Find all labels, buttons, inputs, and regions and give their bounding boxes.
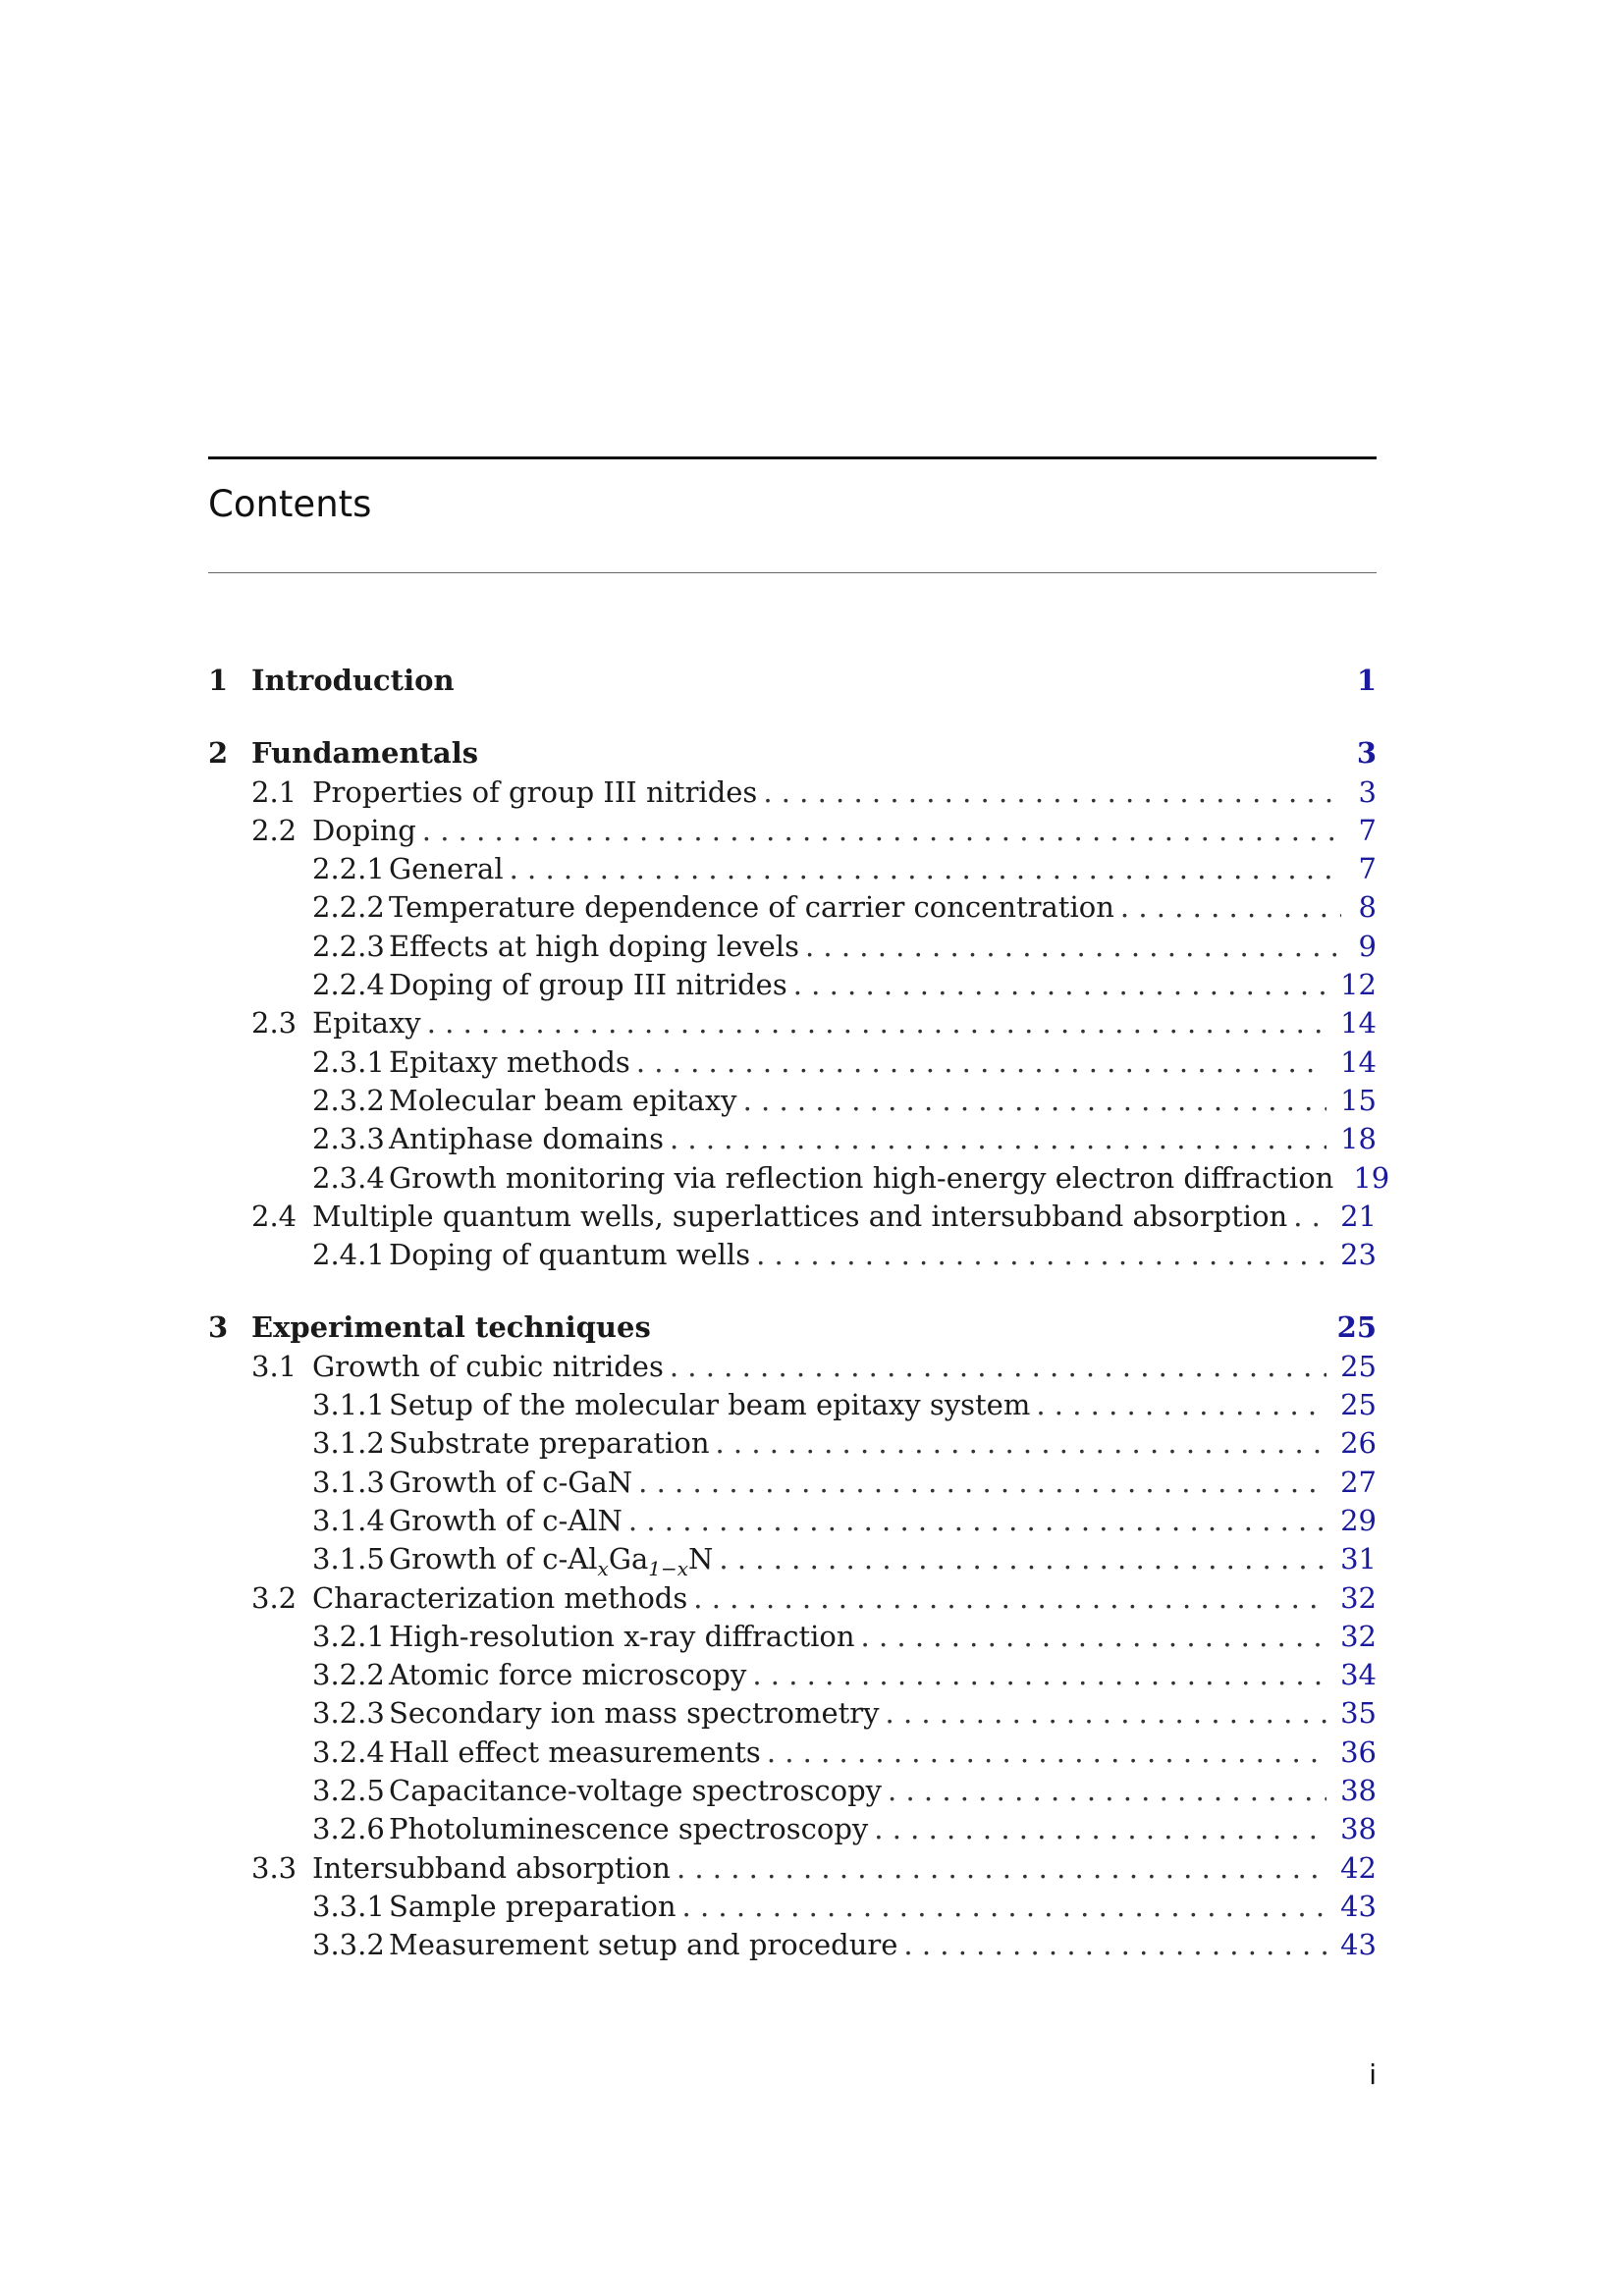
toc-page-link[interactable]: 43	[1340, 1889, 1377, 1923]
toc-title: Properties of group III nitrides	[312, 774, 758, 809]
toc-leader	[682, 1888, 1327, 1926]
toc-number: 2.2.2	[312, 890, 385, 925]
toc-page-link[interactable]: 9	[1358, 929, 1377, 963]
toc-leader	[752, 1656, 1326, 1694]
toc-section-2-3[interactable]	[208, 1004, 1377, 1042]
toc-number: 1	[208, 664, 229, 697]
toc-title: Secondary ion mass spectrometry	[389, 1696, 880, 1731]
toc-title: Growth monitoring via reflection high-energy electron diffraction	[389, 1160, 1334, 1195]
title-subscript: 1−x	[648, 1557, 689, 1581]
toc-page-link[interactable]: 31	[1340, 1542, 1377, 1576]
toc-subsection-2-3-4[interactable]	[208, 1159, 1390, 1198]
toc-subsection-3-2-2[interactable]	[208, 1656, 1377, 1694]
toc-page-link[interactable]: 21	[1340, 1199, 1377, 1233]
toc-number: 2.2.4	[312, 968, 385, 1002]
toc-leader	[805, 928, 1341, 966]
toc-title: Fundamentals	[251, 736, 479, 771]
toc-page-link[interactable]: 8	[1358, 890, 1377, 925]
toc-title: Epitaxy	[312, 1006, 421, 1041]
toc-leader	[1120, 888, 1341, 927]
toc-title: Epitaxy methods	[389, 1044, 630, 1079]
toc-subsection-2-2-4[interactable]	[208, 966, 1377, 1004]
toc-subsection-2-3-1[interactable]	[208, 1043, 1377, 1082]
toc-subsection-2-3-3[interactable]	[208, 1120, 1377, 1158]
toc-section-2-4[interactable]	[208, 1198, 1377, 1236]
toc-page-link[interactable]: 14	[1340, 1006, 1377, 1041]
toc-page-link[interactable]: 23	[1340, 1238, 1377, 1272]
toc-leader	[677, 1849, 1326, 1888]
toc-page-link[interactable]: 19	[1353, 1160, 1390, 1195]
toc-page-link[interactable]: 38	[1340, 1812, 1377, 1846]
toc-number: 2.3.3	[312, 1122, 385, 1156]
toc-number: 3.2.6	[312, 1812, 385, 1846]
toc-leader	[861, 1618, 1327, 1656]
toc-page-link[interactable]: 32	[1340, 1619, 1377, 1653]
toc-leader	[716, 1424, 1327, 1463]
toc-page-link[interactable]: 18	[1340, 1122, 1377, 1156]
toc-section-2-2[interactable]	[208, 812, 1377, 850]
toc-page-link[interactable]: 12	[1340, 968, 1377, 1002]
toc-leader	[670, 1120, 1326, 1158]
toc-chapter-2[interactable]	[208, 734, 1377, 773]
toc-title: Substrate preparation	[389, 1426, 710, 1461]
toc-title: Hall effect measurements	[389, 1735, 761, 1769]
toc-leader	[888, 1772, 1326, 1810]
toc-title: Characterization methods	[312, 1580, 688, 1615]
toc-title: Temperature dependence of carrier concentration	[389, 890, 1114, 925]
toc-title: Growth of c-GaN	[389, 1465, 633, 1499]
toc-leader	[1293, 1198, 1326, 1236]
toc-number: 3.1.3	[312, 1465, 385, 1499]
toc-title: Capacitance-voltage spectroscopy	[389, 1774, 883, 1808]
toc-number: 2.3.1	[312, 1044, 385, 1079]
toc-number: 3.2.4	[312, 1735, 385, 1769]
toc-number: 3.2.1	[312, 1619, 385, 1653]
toc-title: Effects at high doping levels	[389, 929, 799, 963]
toc-number: 3.2.2	[312, 1658, 385, 1692]
toc-subsection-3-2-5[interactable]	[208, 1772, 1377, 1810]
toc-section-3-2[interactable]	[208, 1579, 1377, 1618]
toc-page-link[interactable]: 34	[1340, 1658, 1377, 1692]
toc-leader	[793, 966, 1326, 1004]
toc-chapter-1[interactable]	[208, 662, 1377, 700]
toc-page-link[interactable]: 14	[1340, 1044, 1377, 1079]
toc-subsection-3-2-3[interactable]	[208, 1694, 1377, 1733]
toc-page-link[interactable]: 1	[1356, 664, 1377, 697]
page-number: i	[1369, 2058, 1377, 2091]
toc-page-link[interactable]: 38	[1340, 1774, 1377, 1808]
toc-title: Multiple quantum wells, superlattices and intersubband absorption	[312, 1199, 1288, 1233]
toc-leader	[636, 1043, 1326, 1082]
toc-number: 2.3.2	[312, 1083, 385, 1117]
toc-number: 3.3.2	[312, 1928, 385, 1962]
toc-title: Intersubband absorption	[312, 1850, 671, 1885]
toc-page-link[interactable]: 42	[1340, 1850, 1377, 1885]
toc-number: 3.1.2	[312, 1426, 385, 1461]
header-rule-top	[208, 456, 1377, 459]
toc-title: General	[389, 852, 504, 886]
toc-leader	[510, 850, 1341, 888]
toc-number: 2.2.1	[312, 852, 385, 886]
toc-title: Setup of the molecular beam epitaxy system	[389, 1388, 1031, 1422]
toc-leader	[638, 1464, 1326, 1502]
toc-title: Measurement setup and procedure	[389, 1928, 898, 1962]
toc-leader	[693, 1579, 1326, 1618]
toc-number: 2.1	[251, 774, 298, 809]
toc-title: Growth of c-AlN	[389, 1503, 623, 1537]
toc-section-3-1[interactable]	[208, 1348, 1377, 1386]
toc-title: Sample preparation	[389, 1889, 677, 1923]
toc-leader	[886, 1694, 1327, 1733]
toc-page-link[interactable]: 3	[1356, 736, 1377, 771]
toc-title: Molecular beam epitaxy	[389, 1083, 737, 1117]
toc-subsection-3-1-1[interactable]	[208, 1386, 1377, 1424]
toc-subsection-3-1-3[interactable]	[208, 1464, 1377, 1502]
toc-title: Introduction	[251, 664, 455, 697]
toc-leader	[743, 1082, 1327, 1120]
toc-leader	[756, 1236, 1326, 1274]
toc-chapter-3[interactable]	[208, 1308, 1377, 1347]
toc-title: Atomic force microscopy	[389, 1658, 747, 1692]
toc-page-link[interactable]: 7	[1358, 852, 1377, 886]
toc-subsection-3-1-2[interactable]	[208, 1424, 1377, 1463]
toc-number: 2.2	[251, 813, 298, 847]
toc-title: Doping of group III nitrides	[389, 968, 787, 1002]
toc-subsection-3-1-4[interactable]	[208, 1502, 1377, 1540]
toc-title: Photoluminescence spectroscopy	[389, 1812, 869, 1846]
toc-title: High-resolution x-ray diffraction	[389, 1619, 855, 1653]
toc-number: 3.1.4	[312, 1503, 385, 1537]
toc-subsection-2-2-3[interactable]	[208, 928, 1377, 966]
toc-leader	[1036, 1386, 1326, 1424]
toc-title: Growth of cubic nitrides	[312, 1349, 664, 1383]
toc-page-link[interactable]: 25	[1340, 1388, 1377, 1422]
toc-section-2-1[interactable]	[208, 774, 1377, 812]
toc-number: 2.3	[251, 1006, 298, 1041]
toc-leader	[422, 812, 1341, 850]
toc-number: 2	[208, 736, 229, 771]
toc-number: 3.3	[251, 1850, 298, 1885]
toc-subsection-3-3-2[interactable]	[208, 1926, 1377, 1964]
title-ga: Ga	[608, 1542, 649, 1576]
toc-leader	[628, 1502, 1326, 1540]
toc-leader	[903, 1926, 1326, 1964]
toc-subsection-3-1-5[interactable]	[208, 1540, 1377, 1581]
toc-page-link[interactable]: 26	[1340, 1426, 1377, 1461]
toc-subsection-3-2-6[interactable]	[208, 1810, 1377, 1848]
toc-leader	[763, 774, 1341, 812]
toc-title: Doping of quantum wells	[389, 1238, 751, 1272]
toc-page-link[interactable]: 29	[1340, 1503, 1377, 1537]
toc-title: Antiphase domains	[389, 1122, 664, 1156]
toc-section-3-3[interactable]	[208, 1849, 1377, 1888]
toc-subsection-2-2-2[interactable]	[208, 888, 1377, 927]
toc-leader	[767, 1734, 1326, 1772]
toc-subsection-2-4-1[interactable]	[208, 1236, 1377, 1274]
toc-title-formula	[389, 1540, 714, 1581]
toc-number: 3.2	[251, 1580, 298, 1615]
toc-number: 2.2.3	[312, 929, 385, 963]
toc-number: 3.2.3	[312, 1696, 385, 1731]
table-of-contents	[208, 662, 1390, 1965]
toc-leader	[874, 1810, 1326, 1848]
toc-title: Doping	[312, 813, 416, 847]
toc-page-link[interactable]: 7	[1358, 813, 1377, 847]
toc-page-link[interactable]: 27	[1340, 1465, 1377, 1499]
title-suffix: N	[688, 1542, 714, 1576]
toc-page-link[interactable]: 32	[1340, 1580, 1377, 1615]
toc-number: 3.1	[251, 1349, 298, 1383]
toc-subsection-2-2-1[interactable]	[208, 850, 1377, 888]
toc-leader	[719, 1540, 1326, 1578]
toc-leader	[427, 1004, 1326, 1042]
header-rule-bottom	[208, 572, 1377, 573]
toc-page-link[interactable]: 43	[1340, 1928, 1377, 1962]
toc-number: 3.1.5	[312, 1542, 385, 1576]
toc-page-link[interactable]: 3	[1358, 774, 1377, 809]
title-subscript-x: x	[597, 1557, 609, 1581]
toc-title: Experimental techniques	[251, 1310, 651, 1345]
toc-page-link[interactable]: 25	[1340, 1349, 1377, 1383]
toc-number: 3.3.1	[312, 1889, 385, 1923]
toc-page-link[interactable]: 36	[1340, 1735, 1377, 1769]
toc-page-link[interactable]: 35	[1340, 1696, 1377, 1731]
toc-subsection-3-2-4[interactable]	[208, 1734, 1377, 1772]
toc-number: 3.2.5	[312, 1774, 385, 1808]
title-prefix: Growth of c-Al	[389, 1542, 598, 1576]
toc-number: 2.3.4	[312, 1160, 385, 1195]
toc-leader	[670, 1348, 1326, 1386]
toc-subsection-3-2-1[interactable]	[208, 1618, 1377, 1656]
toc-subsection-3-3-1[interactable]	[208, 1888, 1377, 1926]
toc-number: 3	[208, 1310, 229, 1345]
toc-subsection-2-3-2[interactable]	[208, 1082, 1377, 1120]
toc-page-link[interactable]: 15	[1340, 1083, 1377, 1117]
page-title: Contents	[208, 483, 372, 525]
toc-number: 2.4	[251, 1199, 298, 1233]
toc-number: 2.4.1	[312, 1238, 385, 1272]
toc-page-link[interactable]: 25	[1336, 1310, 1377, 1345]
toc-number: 3.1.1	[312, 1388, 385, 1422]
